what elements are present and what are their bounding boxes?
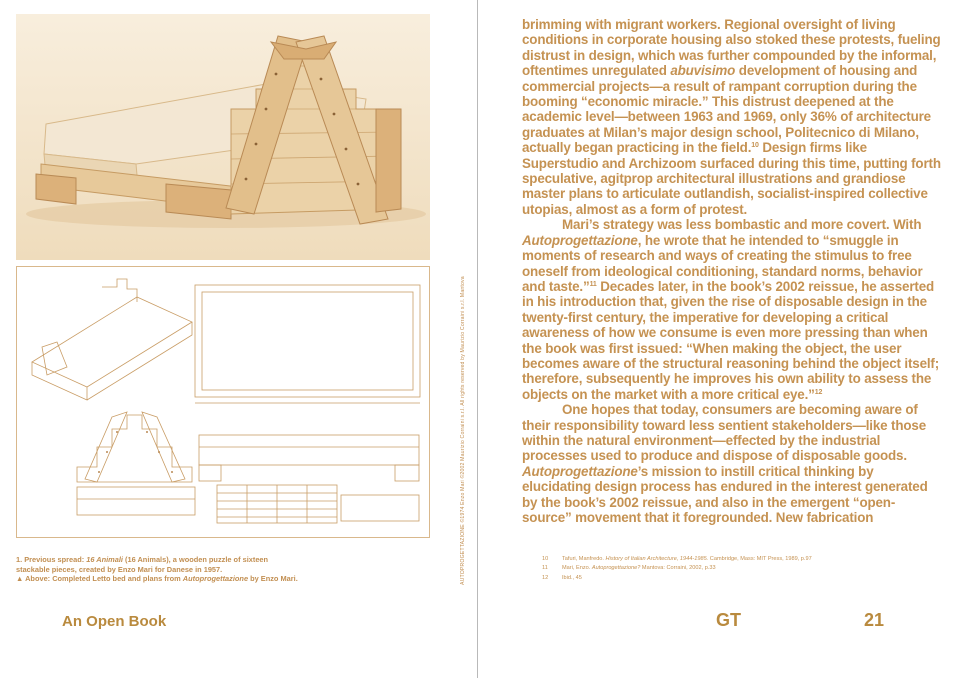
- text-run: Decades later, in the book’s 2002 reissue, he asserted in his introduction that, given the rise of disposable design in the twenty-first century, the imperative for developing a critical awareness of how we consume is even more pressing than when the book was first issued: “When making the object, the user becomes aware of the structural reasoning behind the object itself; therefore, subsequently he improves his own ability to assess the objects on the market with a more critical eye.”: [522, 278, 940, 402]
- paragraph-3: [522, 402, 942, 525]
- bed-photo: [16, 14, 430, 260]
- text-run: brimming with migrant workers. Regional oversight of living conditions in corporate housing also stoked these protests, fueling distrust in design, which was further compounded by the informal, oftentimes unregulated: [522, 17, 941, 79]
- bed-plans-drawing: [16, 266, 430, 538]
- page-number: 21: [864, 610, 885, 630]
- caption-title: Autoprogettazione: [182, 574, 249, 584]
- running-footer-section: GT: [716, 610, 741, 630]
- footnote-pub: Mantova: Corraini, 2002, p.33: [640, 565, 716, 572]
- caption-rest: by Enzo Mari.: [248, 574, 298, 584]
- caption-title: 16 Animali: [86, 555, 123, 564]
- caption-line-1: [16, 555, 456, 565]
- caption-line-2: stackable pieces, created by Enzo Mari for Danese in 1957.: [16, 564, 223, 574]
- text-run: , he wrote that he intended to “smuggle in moments of research and ways of creating the stimulus to free oneself from ideological conditioning, standard norms, behavior and taste.”: [522, 232, 923, 294]
- bed-photo-illustration: [16, 14, 430, 260]
- italic-term: Autoprogettazione: [522, 232, 638, 248]
- footnote-pub: Cambridge, Mass: MIT Press, 1989, p.97: [708, 556, 812, 562]
- footnote-author: Mari, Enzo.: [562, 565, 592, 572]
- right-page: [478, 0, 956, 678]
- footnotes: [542, 555, 942, 583]
- text-run: development of housing and commercial projects—a result of rampant corruption during the booming “economic miracle.” This distrust deepened at the academic level—between 1963 and 1969, only 36% of architecture graduates at Milan’s major design school, Politecnico di Milano, actually began practicing in the field.: [522, 63, 931, 156]
- footnote-title: Autoprogettazione?: [591, 565, 641, 572]
- text-run: Design firms like Superstudio and Archizoom surfaced during this time, putting forth speculative, agitprop architectural illustrations and grandiose master plans to articulate outlandish, socialist-inspired collective utopias, almost as a form of protest.: [522, 140, 941, 217]
- footnote: [542, 555, 942, 564]
- caption-prefix: ▲ Above: Completed Letto bed and plans from: [16, 574, 183, 584]
- footnote-number: 12: [542, 574, 549, 581]
- footnote-text: [562, 555, 812, 564]
- footnote: [542, 574, 942, 583]
- footnote-ref[interactable]: 12: [814, 388, 823, 396]
- footnote-number: 10: [542, 556, 549, 562]
- credit-text: AUTOPROGETTAZIONE ©1974 Enzo Mari ©2002 Maurizio Corraini s.r.l. All rights reserved by Maurizio Corraini s.r.l. Mantova: [460, 276, 466, 585]
- article-body: [522, 17, 942, 525]
- footnote-ref[interactable]: 10: [751, 142, 759, 150]
- text-run: Mari’s strategy was less bombastic and more covert. With: [562, 217, 922, 233]
- paragraph-1: [522, 17, 942, 217]
- footnote-author: Tafuri, Manfredo.: [562, 556, 606, 562]
- left-page: [0, 0, 477, 678]
- figure-caption: [16, 555, 456, 584]
- paragraph-2: [522, 217, 942, 402]
- footnote: [542, 564, 942, 573]
- plans-illustration: [17, 267, 429, 537]
- caption-prefix: 1. Previous spread:: [16, 555, 87, 564]
- caption-line-3: [16, 574, 456, 584]
- text-run: One hopes that today, consumers are becoming aware of their responsibility toward less sentient stakeholders—like those within the natural environment—effected by the industrial processes used to produce and dispose of disposable goods.: [522, 402, 926, 464]
- footnote-author: Ibid., 45: [562, 574, 582, 581]
- running-footer-title: An Open Book: [62, 613, 167, 630]
- footnote-ref[interactable]: 11: [589, 280, 597, 288]
- italic-term: abuvisimo: [670, 63, 736, 79]
- footnote-text: [562, 564, 716, 573]
- text-run: ’s mission to instill critical thinking by elucidating design process has endured in the interest generated by the book’s 2002 reissue, and also in the emergent “open-source” movement that it foregrounded. New fabrication: [522, 463, 928, 525]
- footnote-title: History of Italian Architecture, 1944-1985.: [605, 556, 709, 562]
- italic-term: Autoprogettazione: [522, 463, 638, 479]
- caption-rest: (16 Animals), a wooden puzzle of sixteen: [122, 555, 269, 564]
- footnote-number: 11: [542, 565, 548, 572]
- footnote-text: [562, 574, 582, 583]
